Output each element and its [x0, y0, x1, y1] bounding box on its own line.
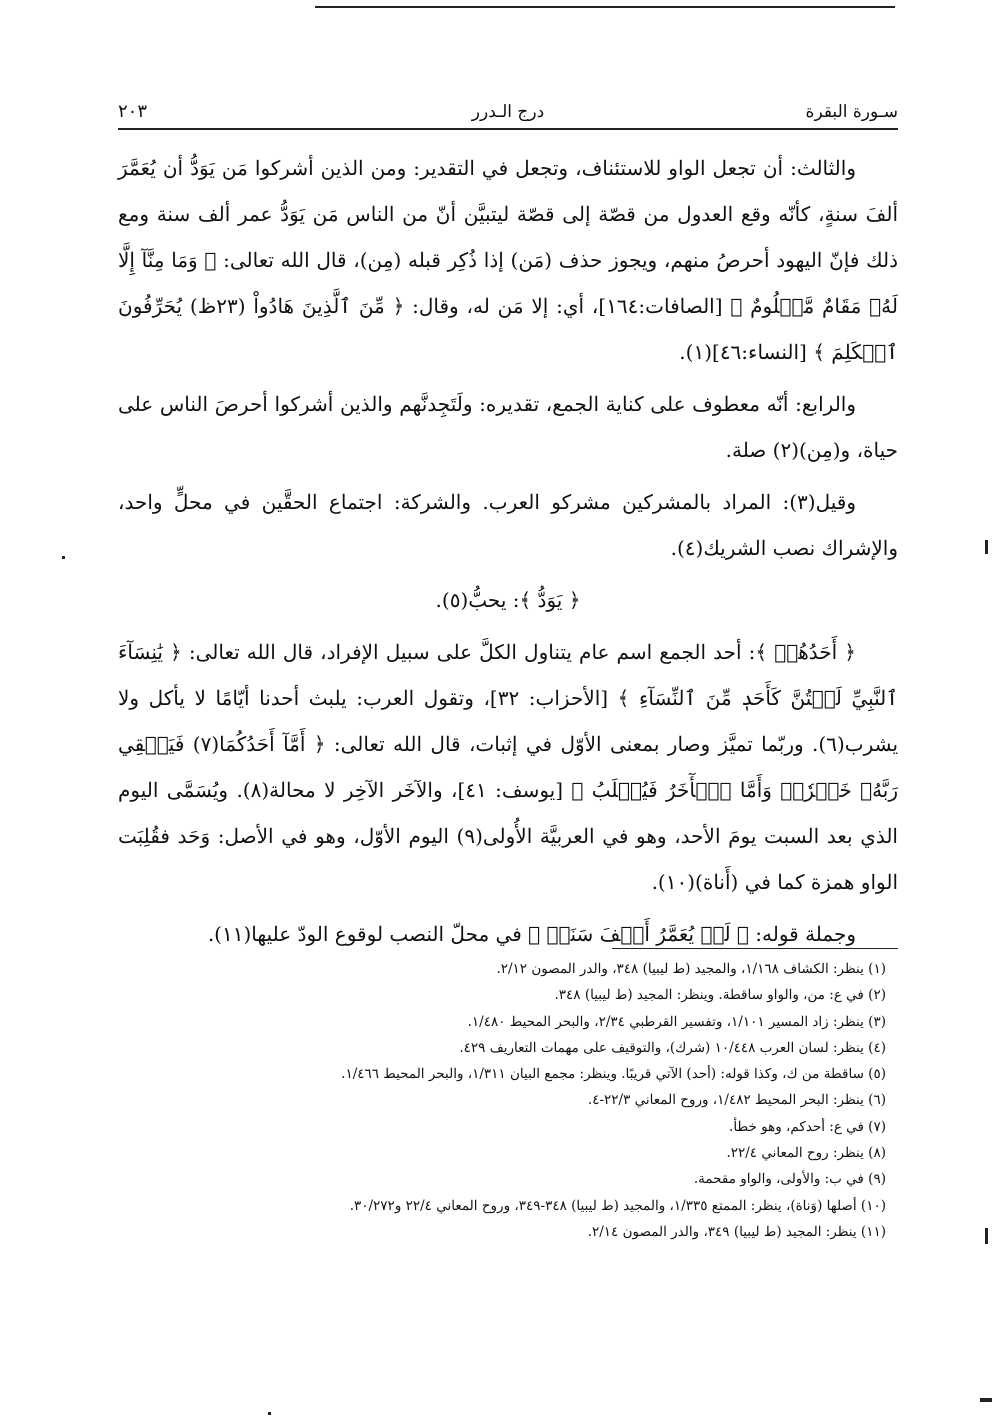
top-rule: [315, 6, 895, 8]
scan-mark: [985, 1228, 988, 1244]
header-rule: [118, 128, 898, 130]
page-number: ٢٠٣: [118, 101, 148, 122]
footnote: (٩) في ب: والأولى، والواو مقحمة.: [693, 1171, 886, 1188]
scan-mark: [985, 540, 988, 554]
scan-mark: [980, 1398, 992, 1402]
paragraph-mushrikin: وقيل(٣): المراد بالمشركين مشركو العرب. والشركة: اجتماع الحقَّين في محلٍّ واحد، والإشراك نصب الشريك(٤).: [118, 490, 898, 560]
footnotes: [118, 956, 898, 1245]
footnote: (١١) ينظر: المجيد (ط ليبيا) ٣٤٩، والدر المصون ٢/١٤.: [587, 1223, 886, 1240]
paragraph-ahaduhum: ﴿ أَحَدُهُمۡ ﴾: أحد الجمع اسم عام يتناول الكلَّ على سبيل الإفراد، قال الله تعالى: ﴿ يَٰنِسَآءَ ٱلنَّبِيِّ لَسۡتُنَّ كَأَحَدٖ مِّنَ ٱلنِّسَآءِ ﴾ [الأحزاب: ٣٢]، وتقول العرب: يلبث أحدنا أيّامًا لا يأكل ولا يشرب(٦). وربّما تميَّز وصار بمعنى الأوّل في إثبات، قال الله تعالى: ﴿ أَمَّآ أَحَدُكُمَا(٧) فَيَسۡقِي رَبَّهُۥ خَمۡرٗاۖ وَأَمَّا ٱلۡأٓخَرُ فَيُصۡلَبُ ﴾ [يوسف: ٤١]، والآخَر الآخِر لا محالة(٨). ويُسَمَّى اليوم الذي بعد السبت يومَ الأحد، وهو في العربيَّة الأُولى(٩) اليوم الأوّل، وهو في الأصل: وَحَد فقُلِبَت الواو همزة كما في (أَناة)(١٠).: [118, 640, 899, 894]
paragraph-third-view: والثالث: أن تجعل الواو للاستئناف، وتجعل في التقدير: ومن الذين أشركوا مَن يَوَدُّ أن يُعَمَّرَ ألفَ سنةٍ، كأنّه وقع العدول من قصّة إلى قصّة ليتبيَّن أنّ من الناس مَن يَوَدُّ عمر ألف سنة ومع ذلك فإنّ اليهود أحرصُ منهم، ويجوز حذف (مَن) إذا ذُكِر قبله (مِن)، قال الله تعالى: ﴿ وَمَا مِنَّآ إِلَّا لَهُۥ مَقَامٌ مَّعۡلُومٌ ﴾ [الصافات:١٦٤]، أي: إلا مَن له، وقال: ﴿ مِّنَ ٱلَّذِينَ هَادُواْ (٢٣ظ) يُحَرِّفُونَ ٱلۡكَلِمَ ﴾ [النساء:٤٦](١).: [118, 156, 898, 364]
footnote: (٧) في ع: أحدكم، وهو خطأ.: [729, 1118, 886, 1135]
footnote: (٢) في ع: من، والواو ساقطة. وينظر: المجيد (ط ليبيا) ٣٤٨.: [554, 987, 886, 1004]
paragraph-lau-yuammar: وجملة قوله: ﴿ لَوۡ يُعَمَّرُ أَلۡفَ سَنَةٖ ﴾ في محلّ النصب لوقوع الودّ عليها(١١).: [207, 922, 856, 946]
footnote-separator: [612, 948, 898, 949]
footnote: (٤) ينظر: لسان العرب ١٠/٤٤٨ (شرك)، والتوقيف على مهمات التعاريف ٤٢٩.: [459, 1039, 886, 1056]
running-header-surah: سـورة البقرة: [805, 102, 898, 122]
body-text: [118, 145, 898, 963]
footnote: (٣) ينظر: زاد المسير ١/١٠١، وتفسير القرطبي ٢/٣٤، والبحر المحيط ١/٤٨٠.: [467, 1013, 886, 1030]
scan-mark: [268, 1412, 271, 1415]
paragraph-fourth-view: والرابع: أنّه معطوف على كناية الجمع، تقديره: ولَتَجِدنَّهم والذين أشركوا أحرصَ الناس على حياة، و(مِن)(٢) صلة.: [118, 392, 898, 462]
footnote: (٨) ينظر: روح المعاني ٢٢/٤.: [726, 1145, 886, 1162]
page-header: [118, 98, 898, 126]
footnote: (٥) ساقطة من ك، وكذا قوله: (أحد) الآتي قريبًا. وينظر: مجمع البيان ١/٣١١، والبحر المحيط ١/٤٦٦.: [341, 1066, 886, 1083]
footnote: (١) ينظر: الكشاف ١/١٦٨، والمجيد (ط ليبيا) ٣٤٨، والدر المصون ٢/١٢.: [496, 961, 886, 977]
running-header-title: درج الـدرر: [471, 102, 545, 122]
paragraph-yawaddu: ﴿ يَوَدُّ ﴾: يحبُّ(٥).: [435, 588, 581, 612]
scan-mark: [62, 556, 65, 559]
footnote: (١٠) أصلها (وَناة)، ينظر: الممتع ١/٣٣٥، والمجيد (ط ليبيا) ٣٤٨-٣٤٩، وروح المعاني ٢٢/٤ و٣٠/٢٧٢.: [349, 1197, 886, 1214]
footnote: (٦) ينظر: البحر المحيط ١/٤٨٢، وروح المعاني ٢٢/٣-٤.: [587, 1092, 886, 1109]
